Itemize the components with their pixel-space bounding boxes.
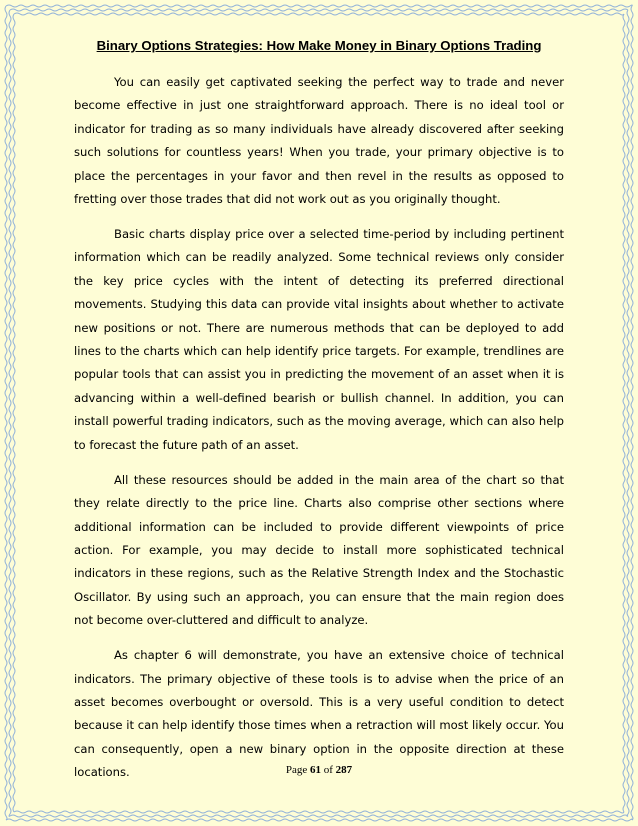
page-footer <box>0 764 638 776</box>
border-line <box>627 10 629 816</box>
document-body <box>74 71 564 796</box>
paragraph-4: As chapter 6 will demonstrate, you have an extensive choice of technical indicators. The primary objective of these tools is to advise when the price of an asset becomes overbought or oversold. This is a very useful condition to detect because it can help identify those times when a retraction will most likely occur. You can consequently, open a new binary option in the opposite direction at these locations. <box>74 648 564 780</box>
page-number: 61 <box>309 764 321 776</box>
border-line <box>623 14 625 812</box>
border-line <box>6 819 632 821</box>
border-line <box>631 6 633 820</box>
border-line <box>6 5 632 7</box>
border-line <box>10 9 628 11</box>
border-line <box>10 815 628 817</box>
border-line <box>13 14 15 812</box>
paragraph-1: You can easily get captivated seeking the perfect way to trade and never become effective in just one straightforward approach. There is no ideal tool or indicator for trading as so many individuals have already discovered after seeking such solutions for countless years! When you trade, your primary objective is to place the percentages in your favor and then revel in the results as opposed to fretting over those trades that did not work out as you originally thought. <box>74 75 564 207</box>
border-line <box>5 6 7 820</box>
border-line <box>9 10 11 816</box>
total-pages: 287 <box>335 764 353 776</box>
of-label: of <box>323 764 333 776</box>
paragraph-3: All these resources should be added in the main area of the chart so that they relate directly to the price line. Charts also comprise other sections where additional information can be included to provide different viewpoints of price action. For example, you may decide to install more sophisticated technical indicators in these regions, such as the Relative Strength Index and the Stochastic Oscillator. By using such an approach, you can ensure that the main region does not become over-cluttered and difficult to analyze. <box>74 472 564 628</box>
paragraph-2: Basic charts display price over a selected time-period by including pertinent information which can be readily analyzed. Some technical reviews only consider the key price cycles with the intent of detecting its preferred directional movements. Studying this data can provide vital insights about whether to activate new positions or not. There are numerous methods that can be deployed to add lines to the charts which can help identify price targets. For example, trendlines are popular tools that can assist you in predicting the movement of an asset when it is advancing within a well-defined bearish or bullish channel. In addition, you can install powerful trading indicators, such as the moving average, which can also help to forecast the future path of an asset. <box>74 227 564 452</box>
border-line <box>14 13 624 15</box>
page-label: Page <box>285 764 308 776</box>
border-line <box>14 811 624 813</box>
document-title: Binary Options Strategies: How Make Money in Binary Options Trading <box>96 38 542 53</box>
